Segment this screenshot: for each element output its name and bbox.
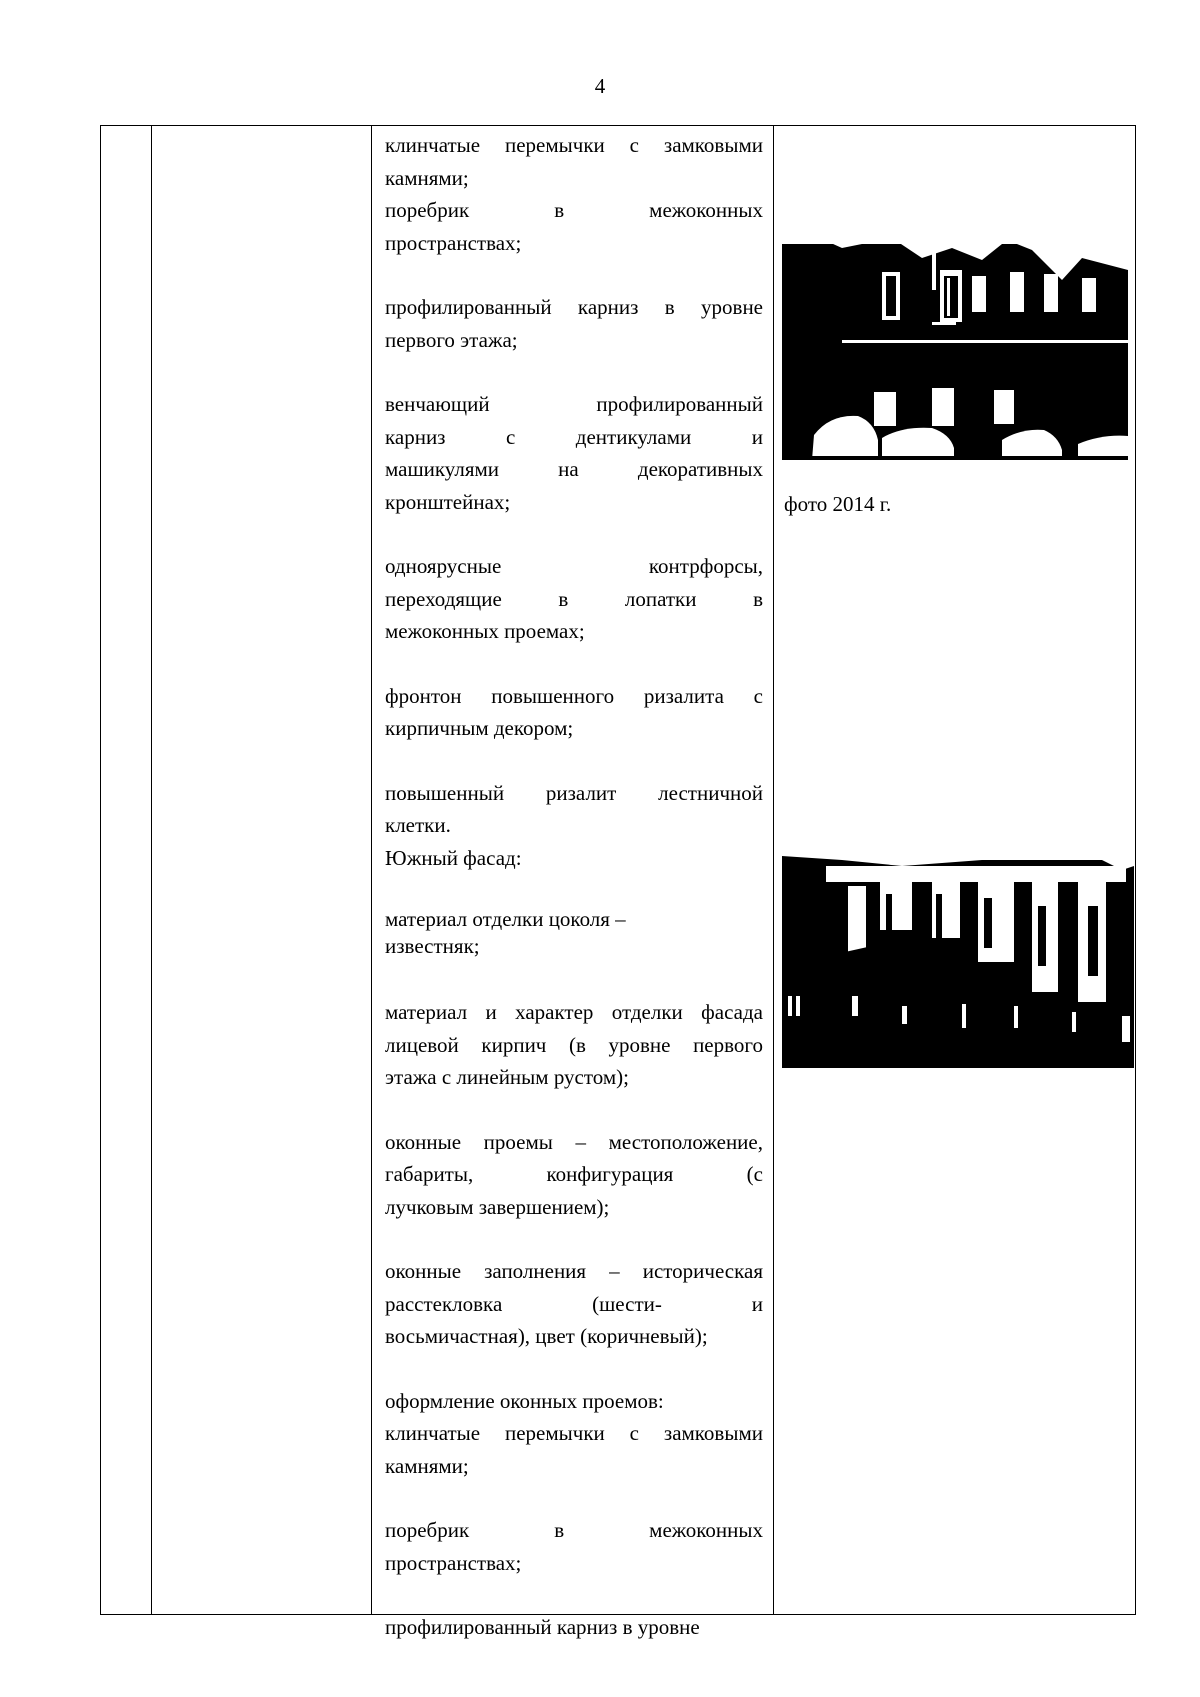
- feature-item: оконные заполнения – историческая расстекловка (шести- и восьмичастная), цвет (коричневый);: [385, 1259, 763, 1348]
- page-number: 4: [594, 74, 606, 98]
- table-column-divider: [371, 126, 372, 1614]
- building-photo-2014: [782, 230, 1128, 460]
- feature-item: фронтон повышенного ризалита с кирпичным декором;: [385, 683, 763, 740]
- photo-caption: фото 2014 г.: [784, 492, 892, 516]
- building-photo-2014-image: [782, 230, 1128, 460]
- feature-item: поребрик в межоконных пространствах;: [385, 1518, 763, 1575]
- feature-item: профилированный карниз в уровне первого этажа;: [385, 295, 763, 352]
- feature-item: оконные проемы – местоположение, габариты, конфигурация (с лучковым завершением);: [385, 1129, 763, 1219]
- section-heading-south-facade: Южный фасад:: [385, 845, 522, 870]
- building-photo-south-facade-image: [782, 846, 1134, 1068]
- table-column-divider: [773, 126, 774, 1614]
- feature-item: поребрик в межоконных пространствах;: [385, 198, 763, 255]
- building-photo-south-facade: [782, 846, 1134, 1068]
- table-column-divider: [151, 126, 152, 1614]
- features-text-cell: [385, 129, 763, 1644]
- feature-item: венчающий профилированный карниз с дентикулами и машикулями на декоративных кронштейнах;: [385, 392, 763, 514]
- feature-item: материал и характер отделки фасада лицевой кирпич (в уровне первого этажа с линейным рустом);: [385, 1000, 763, 1089]
- feature-item: клинчатые перемычки с замковыми камнями;: [385, 133, 763, 190]
- feature-item: одноярусные контрфорсы, переходящие в лопатки в межоконных проемах;: [385, 554, 763, 643]
- feature-item: оформление оконных проемов: клинчатые перемычки с замковыми камнями;: [385, 1388, 763, 1478]
- feature-item: повышенный ризалит лестничной клетки.: [385, 780, 763, 837]
- feature-item: профилированный карниз в уровне: [385, 1615, 700, 1639]
- feature-item: материал отделки цоколя – известняк;: [385, 907, 626, 958]
